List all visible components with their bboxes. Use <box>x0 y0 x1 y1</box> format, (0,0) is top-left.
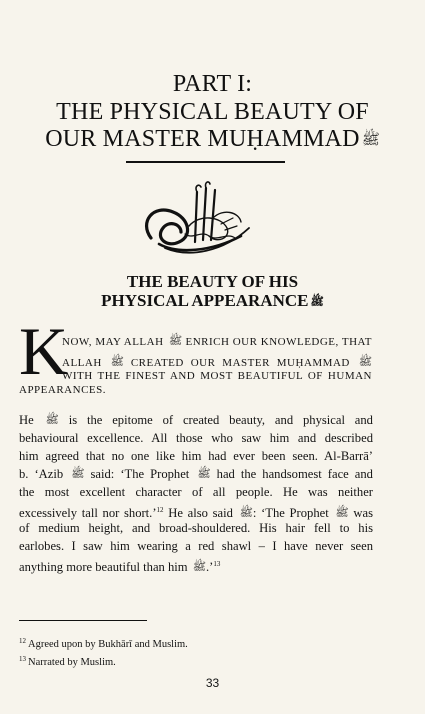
footnote-divider <box>19 620 147 621</box>
footnote: $^{12}$ Agreed upon by Bukhārī and Muslim. <box>19 637 188 650</box>
honorific-icon: ﷺ <box>71 468 85 480</box>
salawat-icon: ﷺ <box>197 468 211 480</box>
paragraph-line: behavioural excellence. All those who saw him and described <box>19 431 373 445</box>
paragraph-line: the most excellent character of all people. He was neither <box>19 485 373 499</box>
section-heading-line: THE BEAUTY OF HIS <box>126 272 299 291</box>
tughra-calligraphy-ornament <box>137 178 257 260</box>
intro-line: ALLAH ﷺ CREATED OUR MASTER MUḤAMMAD ﷺ <box>62 356 373 369</box>
paragraph-line: of medium height, and broad-shouldered. His hair fell to his <box>19 521 373 535</box>
honorific-icon: ﷺ <box>168 335 183 347</box>
footnote-ref[interactable]: 13 <box>213 560 221 568</box>
title-divider <box>126 161 285 163</box>
honorific-icon: ﷺ <box>239 507 253 519</box>
part-title-line: OUR MASTER MUḤAMMAD ﷺ <box>45 126 380 152</box>
intro-line: WITH THE FINEST AND MOST BEAUTIFUL OF HUMAN <box>62 370 372 382</box>
paragraph-line: anything more beautiful than him ﷺ.’$^{13}$ <box>19 560 221 574</box>
footnote-number: 12 <box>19 637 26 645</box>
section-heading-line: PHYSICAL APPEARANCE ﷺ <box>101 291 324 310</box>
salawat-icon: ﷺ <box>335 507 349 519</box>
salawat-icon: ﷺ <box>192 561 207 573</box>
salawat-icon: ﷺ <box>310 296 324 308</box>
page-number: 33 <box>205 676 220 690</box>
intro-line: NOW, MAY ALLAH ﷺ ENRICH OUR KNOWLEDGE, THAT <box>62 335 372 348</box>
paragraph-line: He ﷺ is the epitome of created beauty, and physical and <box>19 413 373 427</box>
footnote-number: 13 <box>19 655 26 663</box>
paragraph-line: earlobes. I saw him wearing a red shawl – I have never seen <box>19 539 373 553</box>
salawat-icon: ﷺ <box>361 132 380 148</box>
salawat-icon: ﷺ <box>45 414 59 426</box>
paragraph-line: him agreed that no one like him had ever been seen. Al-Barrā’ <box>19 449 373 463</box>
intro-line: APPEARANCES. <box>19 384 106 396</box>
part-label: PART I: <box>172 71 253 97</box>
paragraph-line: excessively tall nor short.’$^{12}$ He also said ﷺ: ‘The Prophet ﷺ was <box>19 506 374 520</box>
part-title-line: THE PHYSICAL BEAUTY OF <box>56 99 369 125</box>
paragraph-line: b. ‘Azib ﷺ said: ‘The Prophet ﷺ had the handsomest face and <box>19 467 373 481</box>
drop-cap: K <box>19 313 69 389</box>
honorific-icon: ﷺ <box>110 356 124 368</box>
footnote-ref[interactable]: 12 <box>156 506 164 514</box>
footnote: $^{13}$ Narrated by Muslim. <box>19 655 116 668</box>
salawat-icon: ﷺ <box>358 356 373 368</box>
